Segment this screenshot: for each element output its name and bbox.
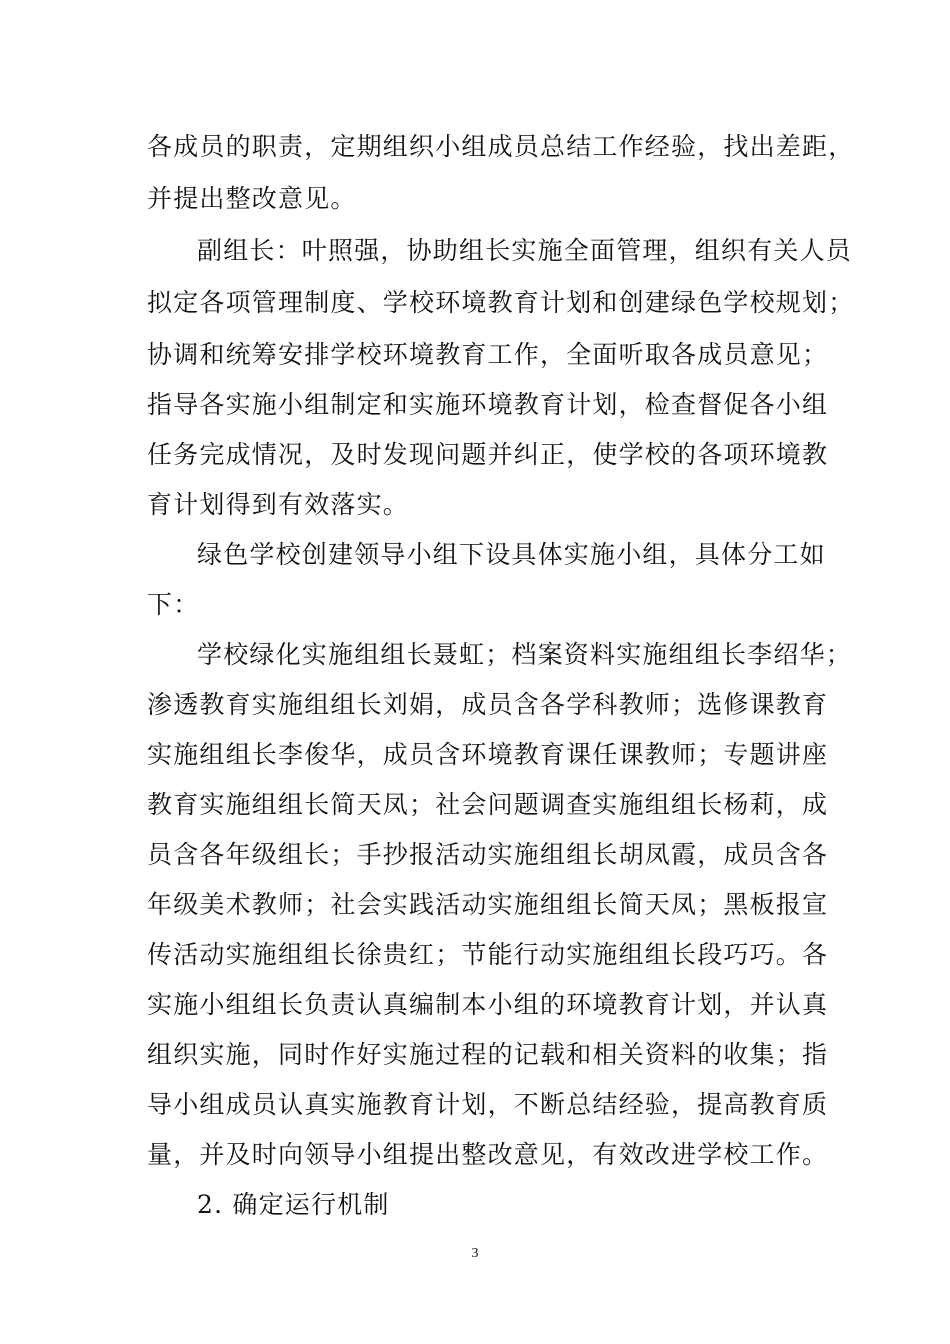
text-line: 渗透教育实施组组长刘娟，成员含各学科教师；选修课教育 [147,690,829,719]
text-line: 任务完成情况，及时发现问题并纠正，使学校的各项环境教 [147,440,829,469]
text-line: 年级美术教师；社会实践活动实施组组长简天凤；黑板报宣 [147,890,829,919]
text-line: 育计划得到有效落实。 [147,490,410,519]
text-line: 绿色学校创建领导小组下设具体实施小组，具体分工如 [197,540,826,569]
text-line: 副组长：叶照强，协助组长实施全面管理，组织有关人员 [197,236,853,265]
text-line: 实施组组长李俊华，成员含环境教育课任课教师；专题讲座 [147,740,829,769]
text-line: 各成员的职责，定期组织小组成员总结工作经验，找出差距， [147,132,855,161]
page-number: 3 [471,1246,479,1261]
text-line: 协调和统筹安排学校环境教育工作，全面听取各成员意见； [147,340,829,369]
text-line: 学校绿化实施组组长聂虹；档案资料实施组组长李绍华； [197,640,853,669]
section-heading: 2. 确定运行机制 [197,1190,390,1219]
text-line: 下： [147,590,200,619]
text-line: 传活动实施组组长徐贵红；节能行动实施组组长段巧巧。各 [147,940,829,969]
text-line: 指导各实施小组制定和实施环境教育计划，检查督促各小组 [147,390,829,419]
text-line: 员含各年级组长；手抄报活动实施组组长胡凤霞，成员含各 [147,840,829,869]
text-line: 导小组成员认真实施教育计划，不断总结经验，提高教育质 [147,1090,829,1119]
text-line: 教育实施组组长简天凤；社会问题调查实施组组长杨莉，成 [147,790,829,819]
text-line: 拟定各项管理制度、学校环境教育计划和创建绿色学校规划； [147,288,855,317]
text-line: 并提出整改意见。 [147,184,357,213]
text-line: 量，并及时向领导小组提出整改意见，有效改进学校工作。 [147,1140,829,1169]
text-line: 实施小组组长负责认真编制本小组的环境教育计划，并认真 [147,990,829,1019]
text-line: 组织实施，同时作好实施过程的记载和相关资料的收集；指 [147,1040,829,1069]
